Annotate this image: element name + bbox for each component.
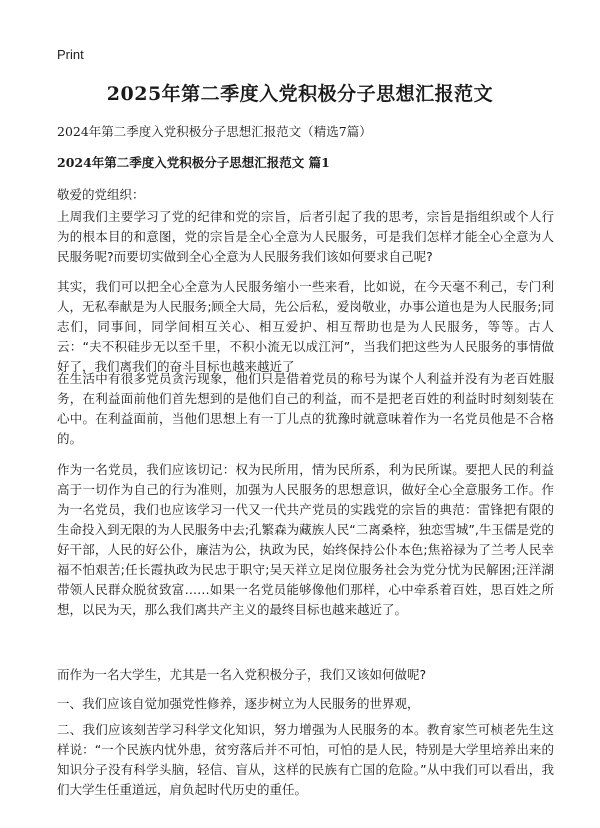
body-paragraph: 作为一名党员，我们应该切记：权为民所用，情为民所系，利为民所谋。要把人民的利益高于一切作为自己的行为准则，加强为人民服务的思想意识，做好全心全意服务工作。作为一名党员，我们也应该学习一代又一代共产党员的实践党的宗旨的典范：雷锋把有限的生命投入到无限的为人民服务中去;孔繁森为藏族人民“二离桑梓，独恋雪城”,牛玉儒是党的好干部，人民的好公仆，廉洁为公，执政为民，始终保持公仆本色;焦裕禄为了兰考人民幸福不怕艰苦;任长霞执政为民忠于职守;吴天祥立足岗位服务社会为党分忧为民解困;汪洋湖带领人民群众脱贫致富……如果一名党员能够像他们那样，心中牵系着百姓，思百姓之所想，以民为天，那么我们离共产主义的最终目标也越来越近了。 <box>57 462 554 617</box>
section-heading: 2024年第二季度入党积极分子思想汇报范文 篇1 <box>57 155 330 170</box>
article-subtitle: 2024年第二季度入党积极分子思想汇报范文（精选7篇） <box>57 124 372 139</box>
greeting: 敬爱的党组织： <box>57 187 145 202</box>
body-paragraph: 二、我们应该刻苦学习科学文化知识，努力增强为人民服务的本。教育家竺可桢老先生这样说：“一个民族内忧外患，贫穷落后并不可怕，可怕的是人民，特别是大学里培养出来的知识分子没有科学头脑，轻信、盲从，这样的民族有亡国的危险。”从中我们可以看出，我们大学生任重道远，肩负起时代历史的重任。 <box>57 722 554 797</box>
body-paragraph: 上周我们主要学习了党的纪律和党的宗旨，后者引起了我的思考，宗旨是指组织或个人行为的根本目的和意图，党的宗旨是全心全意为人民服务，可是我们怎样才能全心全意为人民服务呢?而要切实做到全心全意为人民服务我们该如何要求自己呢? <box>57 209 554 264</box>
print-link[interactable]: Print <box>57 47 84 62</box>
body-paragraph: 其实，我们可以把全心全意为人民服务缩小一些来看，比如说，在今天毫不利己，专门利人，无私奉献是为人民服务;顾全大局，先公后私，爱岗敬业，办事公道也是为人民服务;同志们，同事间，同学间相互关心、相互爱护、相互帮助也是为人民服务，等等。古人云：“夫不积硅步无以至千里，不积小流无以成江河”，当我们把这些为人民服务的事情做好了，我们离我们的奋斗目标也越来越近了 <box>57 279 554 374</box>
body-paragraph: 一、我们应该自觉加强党性修养，逐步树立为人民服务的世界观， <box>57 696 420 711</box>
body-paragraph: 在生活中有很多党员贪污现象，他们只是借着党员的称号为谋个人利益并没有为老百姓服务，在利益面前他们首先想到的是他们自己的利益，而不是把老百姓的利益时时刻刻装在心中。在利益面前，当他们思想上有一丁儿点的犹豫时就意味着作为一名党员他是不合格的。 <box>57 371 554 446</box>
body-paragraph: 而作为一名大学生，尤其是一名入党积极分子，我们又该如何做呢? <box>57 667 427 682</box>
page-title: 2025年第二季度入党积极分子思想汇报范文 <box>106 83 494 105</box>
